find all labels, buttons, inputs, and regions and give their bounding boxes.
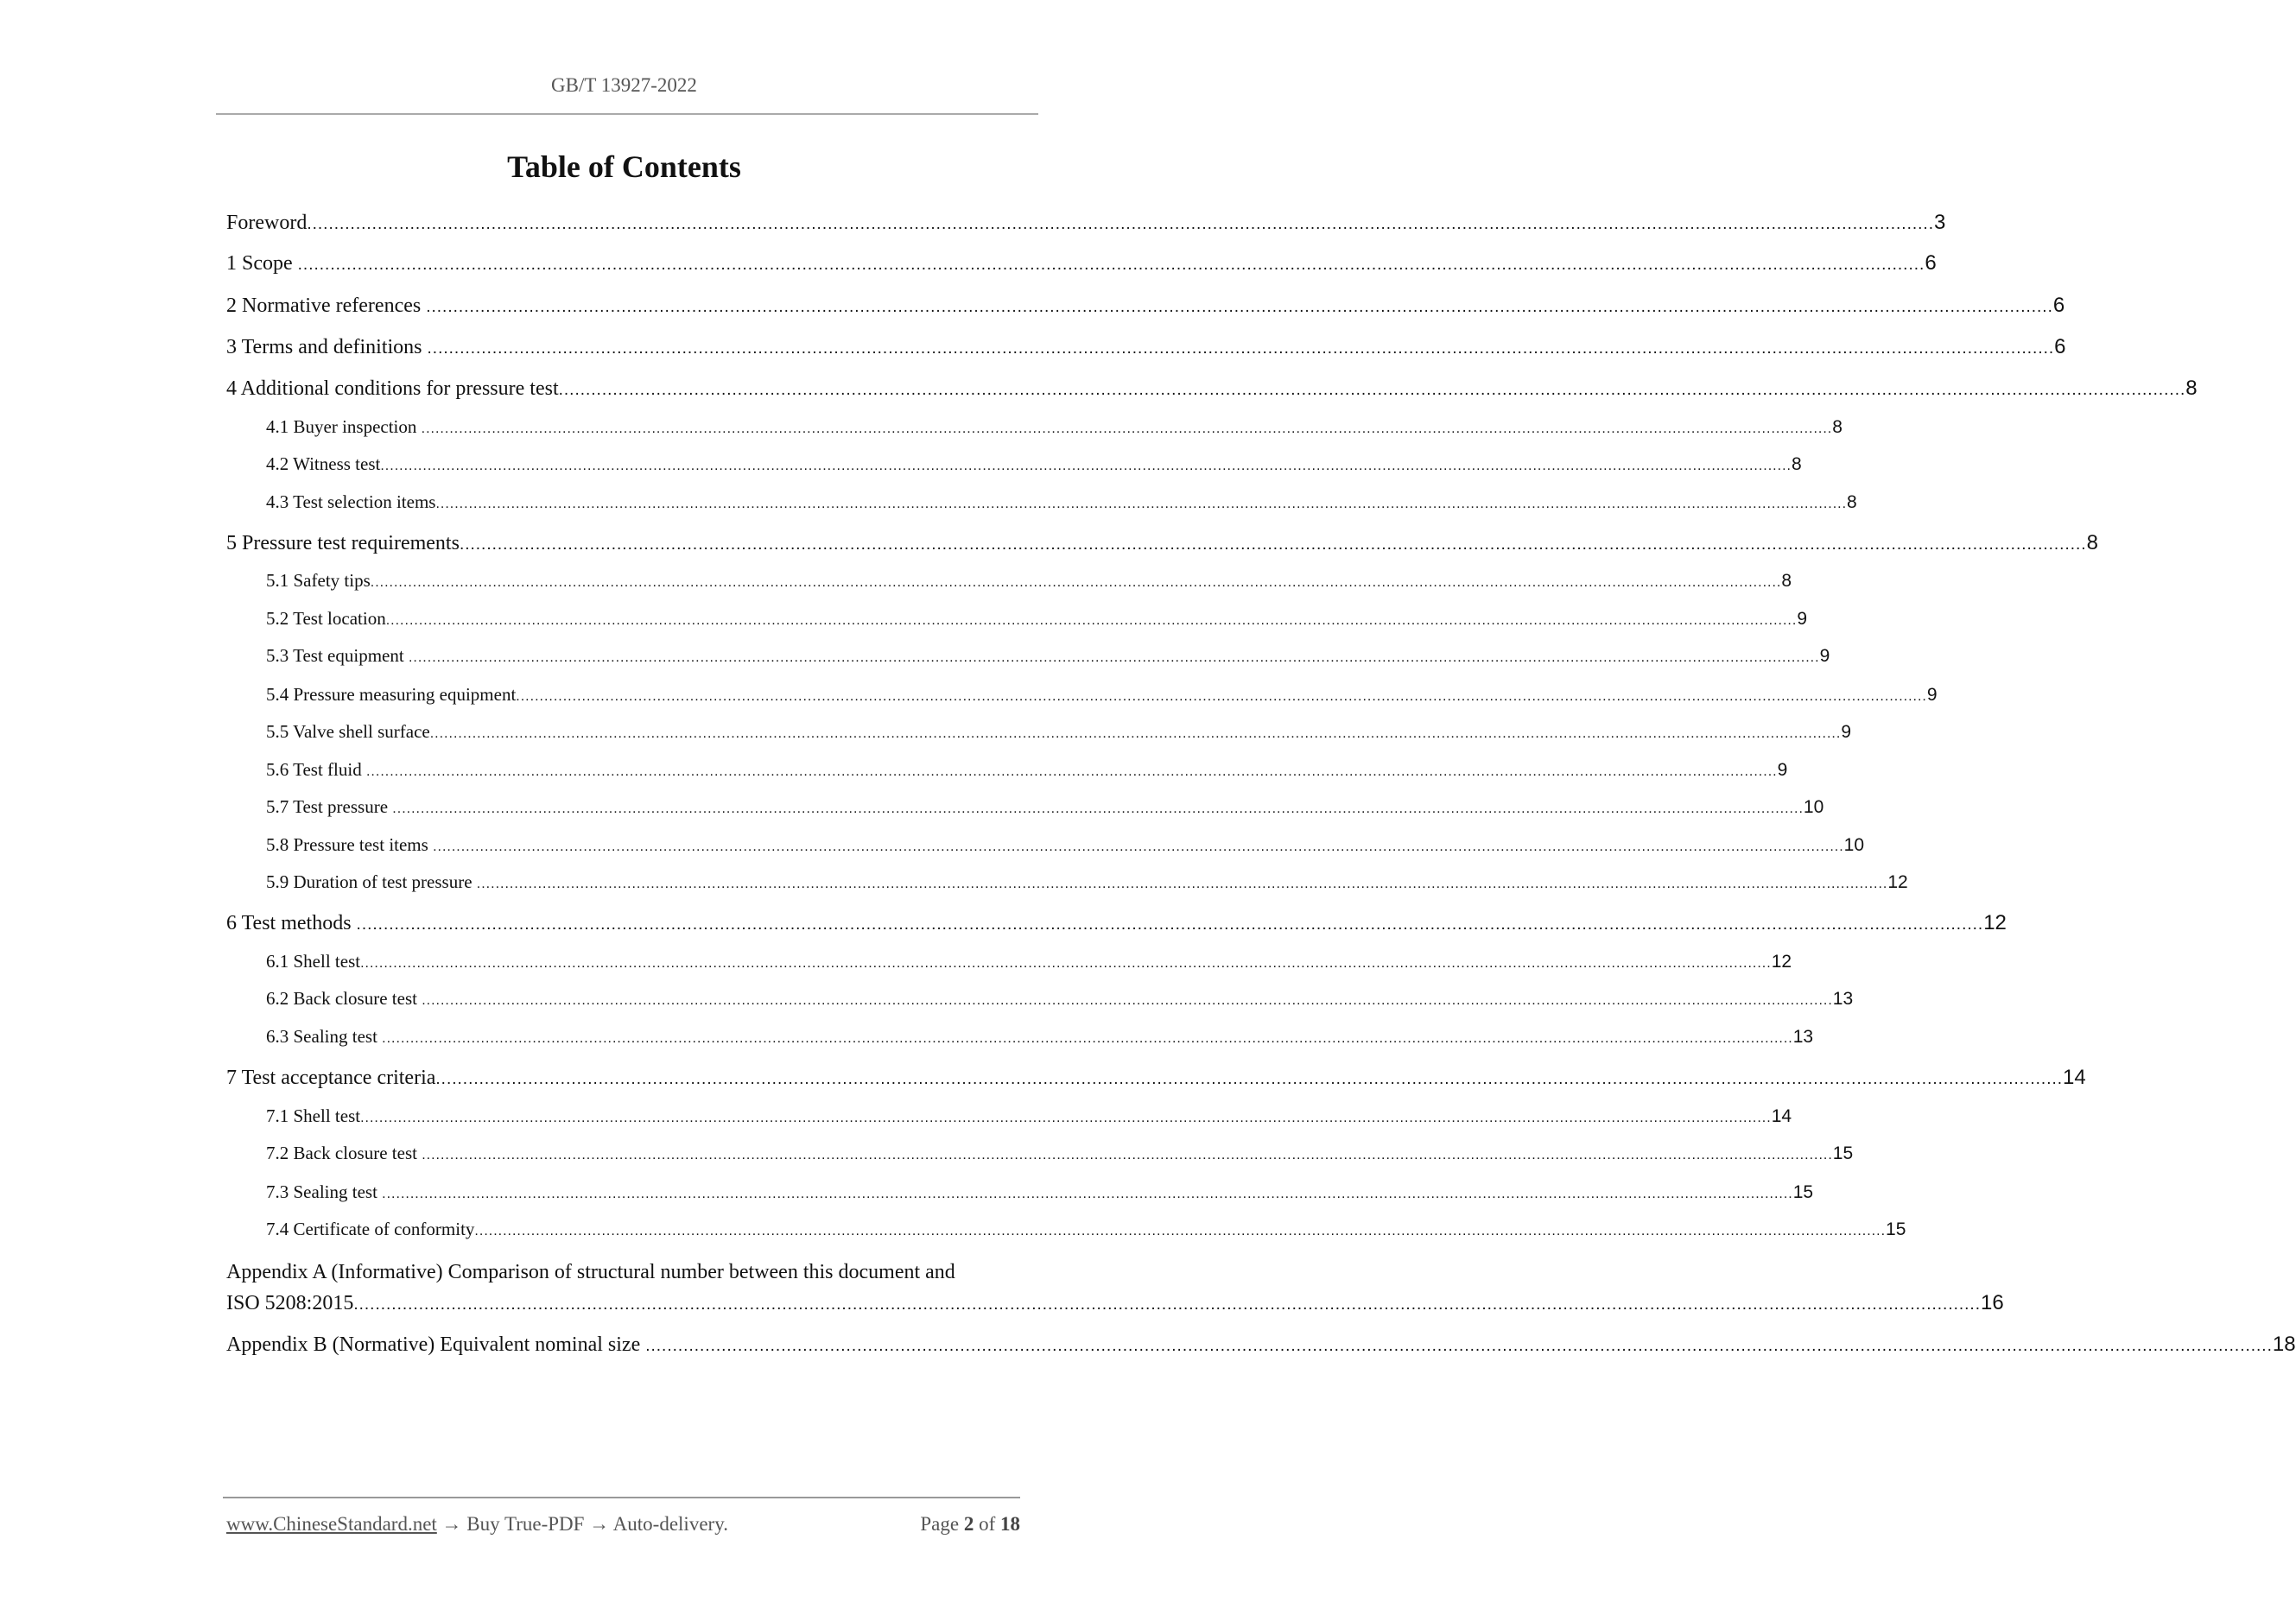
toc-entry-title: 5.8 Pressure test items — [266, 834, 434, 856]
toc-entry-page: 10 — [1803, 796, 1824, 817]
toc-entry-page: 3 — [1933, 210, 1946, 234]
toc-entry[interactable] — [266, 1143, 1854, 1164]
toc-entry-title: 5.4 Pressure measuring equipment — [266, 683, 517, 705]
dot-leader: ............................................................................................................................................................................................................................................................................................................ — [370, 575, 1782, 591]
dot-leader: ............................................................................................................................................................................................................................................................................................................ — [516, 688, 1927, 704]
dot-leader: ............................................................................................................................................................................................................................................................................................................ — [435, 497, 1848, 512]
dot-leader: ............................................................................................................................................................................................................................................................................................................ — [421, 421, 1833, 437]
toc-entry-page: 6 — [1925, 251, 1937, 276]
buy-text: Buy True-PDF — [466, 1513, 585, 1535]
dot-leader: ............................................................................................................................................................................................................................................................................................................ — [385, 613, 1798, 629]
dot-leader: ............................................................................................................................................................................................................................................................................................................ — [392, 801, 1804, 816]
dot-leader: ............................................................................................................................................................................................................................................................................................................ — [429, 725, 1842, 741]
dot-leader: ............................................................................................................................................................................................................................................................................................................ — [356, 915, 1984, 934]
toc-entry[interactable] — [266, 871, 1908, 893]
toc-entry-page: 8 — [2086, 531, 2098, 555]
toc-entry[interactable] — [266, 1026, 1814, 1048]
toc-entry[interactable] — [266, 758, 1788, 781]
toc-entry-page: 13 — [1832, 989, 1854, 1010]
dot-leader: ............................................................................................................................................................................................................................................................................................................ — [307, 214, 1934, 233]
toc-entry-page: 12 — [1887, 872, 1908, 893]
website-link[interactable]: www.ChineseStandard.net — [226, 1513, 437, 1535]
toc-entry-page: 14 — [1771, 1106, 1792, 1127]
toc-entry[interactable] — [226, 335, 2066, 359]
toc-entry-title: 4.3 Test selection items — [266, 491, 436, 513]
page-indicator — [920, 1513, 1020, 1536]
toc-entry-page: 10 — [1843, 835, 1865, 856]
dot-leader: ............................................................................................................................................................................................................................................................................................................ — [353, 1295, 1981, 1314]
arrow-icon: → — [589, 1513, 610, 1535]
toc-entry-title: 3 Terms and definitions — [226, 336, 428, 359]
toc-entry[interactable] — [266, 1181, 1814, 1203]
toc-entry[interactable] — [266, 453, 1802, 475]
toc-entry-appendix-a[interactable] — [226, 1291, 2004, 1315]
toc-entry-title: 2 Normative references — [226, 294, 427, 318]
toc-entry-page: 6 — [2052, 294, 2065, 318]
toc-entry-title: 5.9 Duration of test pressure — [266, 871, 477, 893]
toc-entry[interactable] — [226, 531, 2098, 555]
toc-entry-title: 6.2 Back closure test — [266, 988, 422, 1010]
toc-entry-title: 5.3 Test equipment — [266, 645, 409, 667]
of-label: of — [979, 1513, 996, 1535]
dot-leader: ............................................................................................................................................................................................................................................................................................................ — [422, 1148, 1833, 1163]
dot-leader: ............................................................................................................................................................................................................................................................................................................ — [645, 1337, 2273, 1355]
dot-leader: ............................................................................................................................................................................................................................................................................................................ — [435, 1070, 2064, 1089]
toc-entry-title: 5.6 Test fluid — [266, 758, 366, 780]
toc-entry-page: 14 — [2063, 1066, 2086, 1090]
dot-leader: ............................................................................................................................................................................................................................................................................................................ — [558, 380, 2186, 399]
toc-entry-title: 7.4 Certificate of conformity — [266, 1218, 475, 1239]
toc-entry-page: 15 — [1792, 1181, 1814, 1202]
toc-entry-title: 5 Pressure test requirements — [226, 532, 460, 555]
toc-entry-title: 5.7 Test pressure — [266, 795, 393, 817]
header-divider — [216, 113, 1038, 115]
toc-entry-title: 4.1 Buyer inspection — [266, 416, 422, 438]
page-label: Page — [920, 1513, 960, 1535]
toc-entry-page: 15 — [1886, 1219, 1906, 1239]
toc-entry-page: 9 — [1797, 609, 1807, 630]
dot-leader: ............................................................................................................................................................................................................................................................................................................ — [360, 956, 1772, 972]
toc-entry-page: 12 — [1983, 910, 2007, 934]
dot-leader: ............................................................................................................................................................................................................................................................................................................ — [382, 1031, 1793, 1047]
dot-leader: ............................................................................................................................................................................................................................................................................................................ — [433, 839, 1844, 855]
dot-leader: ............................................................................................................................................................................................................................................................................................................ — [426, 298, 2053, 317]
toc-entry-title: Foreword — [226, 211, 308, 234]
toc-entry-title: 5.5 Valve shell surface — [266, 720, 430, 742]
dot-leader: ............................................................................................................................................................................................................................................................................................................ — [427, 339, 2055, 358]
toc-entry[interactable] — [266, 951, 1792, 972]
toc-entry[interactable] — [226, 1066, 2086, 1090]
dot-leader: ............................................................................................................................................................................................................................................................................................................ — [297, 256, 1925, 275]
toc-entry[interactable] — [226, 251, 1937, 276]
dot-leader: ............................................................................................................................................................................................................................................................................................................ — [476, 877, 1888, 892]
toc-entry-page: 9 — [1819, 646, 1830, 667]
toc-entry[interactable] — [266, 608, 1807, 630]
dot-leader: ............................................................................................................................................................................................................................................................................................................ — [459, 535, 2087, 554]
toc-entry-page: 18 — [2272, 1333, 2296, 1356]
toc-entry[interactable] — [266, 988, 1854, 1010]
current-page: 2 — [963, 1513, 974, 1535]
toc-entry-page: 8 — [2185, 376, 2198, 400]
toc-entry-appendix-a-line1[interactable]: Appendix A (Informative) Comparison of structural number between this document and — [226, 1261, 955, 1283]
toc-entry-page: 15 — [1832, 1143, 1854, 1164]
toc-entry-title: 6.1 Shell test — [266, 951, 361, 972]
toc-entry-title: 6.3 Sealing test — [266, 1026, 383, 1048]
toc-entry-page: 12 — [1771, 952, 1792, 972]
toc-entry-title: 7.3 Sealing test — [266, 1181, 383, 1202]
toc-entry-page: 9 — [1926, 684, 1938, 705]
toc-entry[interactable] — [266, 795, 1824, 818]
dot-leader: ............................................................................................................................................................................................................................................................................................................ — [365, 763, 1778, 779]
arrow-icon: → — [441, 1513, 462, 1535]
toc-entry-page: 8 — [1781, 571, 1792, 592]
toc-entry-title: 4 Additional conditions for pressure test — [226, 377, 559, 400]
toc-entry[interactable] — [226, 376, 2198, 401]
footer-promo — [226, 1513, 728, 1536]
toc-entry-page: 16 — [1981, 1291, 2004, 1314]
toc-entry-page: 6 — [2054, 335, 2066, 359]
toc-entry-appendix-b[interactable] — [226, 1333, 2296, 1357]
toc-entry[interactable] — [266, 1218, 1906, 1240]
toc-entry-page: 9 — [1777, 759, 1788, 780]
total-pages: 18 — [1000, 1513, 1020, 1535]
dot-leader: ............................................................................................................................................................................................................................................................................................................ — [474, 1223, 1887, 1238]
toc-entry-title: 5.1 Safety tips — [266, 570, 371, 592]
toc-entry[interactable] — [226, 910, 2007, 935]
footer-divider — [223, 1497, 1020, 1498]
toc-entry[interactable] — [266, 1105, 1792, 1127]
toc-entry-title: 6 Test methods — [226, 911, 357, 934]
toc-entry-title: 7 Test acceptance criteria — [226, 1067, 436, 1090]
toc-entry-title: 1 Scope — [226, 252, 298, 276]
dot-leader: ............................................................................................................................................................................................................................................................................................................ — [408, 650, 1820, 666]
toc-entry[interactable] — [266, 834, 1865, 856]
toc-entry-page: 8 — [1832, 417, 1843, 438]
toc-entry-title: 5.2 Test location — [266, 608, 386, 630]
page-title: Table of Contents — [507, 149, 741, 184]
toc-entry-page: 13 — [1792, 1027, 1814, 1048]
dot-leader: ............................................................................................................................................................................................................................................................................................................ — [360, 1111, 1772, 1126]
toc-entry-page: 9 — [1841, 721, 1851, 742]
dot-leader: ............................................................................................................................................................................................................................................................................................................ — [382, 1186, 1793, 1201]
toc-entry[interactable] — [266, 683, 1938, 706]
toc-entry-page: 8 — [1847, 492, 1857, 513]
toc-entry-title: 7.1 Shell test — [266, 1105, 361, 1127]
toc-entry[interactable] — [226, 210, 1946, 235]
toc-entry-title: ISO 5208:2015 — [226, 1292, 354, 1314]
toc-entry[interactable] — [266, 416, 1843, 438]
toc-entry-title: 7.2 Back closure test — [266, 1143, 422, 1164]
toc-entry[interactable] — [266, 491, 1857, 513]
toc-entry[interactable] — [266, 720, 1851, 743]
toc-entry[interactable] — [266, 645, 1830, 667]
toc-entry-title: 4.2 Witness test — [266, 453, 381, 475]
dot-leader: ............................................................................................................................................................................................................................................................................................................ — [422, 993, 1833, 1009]
toc-entry-title: Appendix B (Normative) Equivalent nominal size — [226, 1333, 646, 1356]
toc-entry[interactable] — [266, 570, 1792, 592]
delivery-text: Auto-delivery. — [612, 1513, 728, 1535]
running-header: GB/T 13927-2022 — [551, 74, 697, 96]
toc-entry[interactable] — [226, 294, 2065, 318]
dot-leader: ............................................................................................................................................................................................................................................................................................................ — [380, 459, 1792, 474]
toc-entry-page: 8 — [1791, 454, 1802, 475]
